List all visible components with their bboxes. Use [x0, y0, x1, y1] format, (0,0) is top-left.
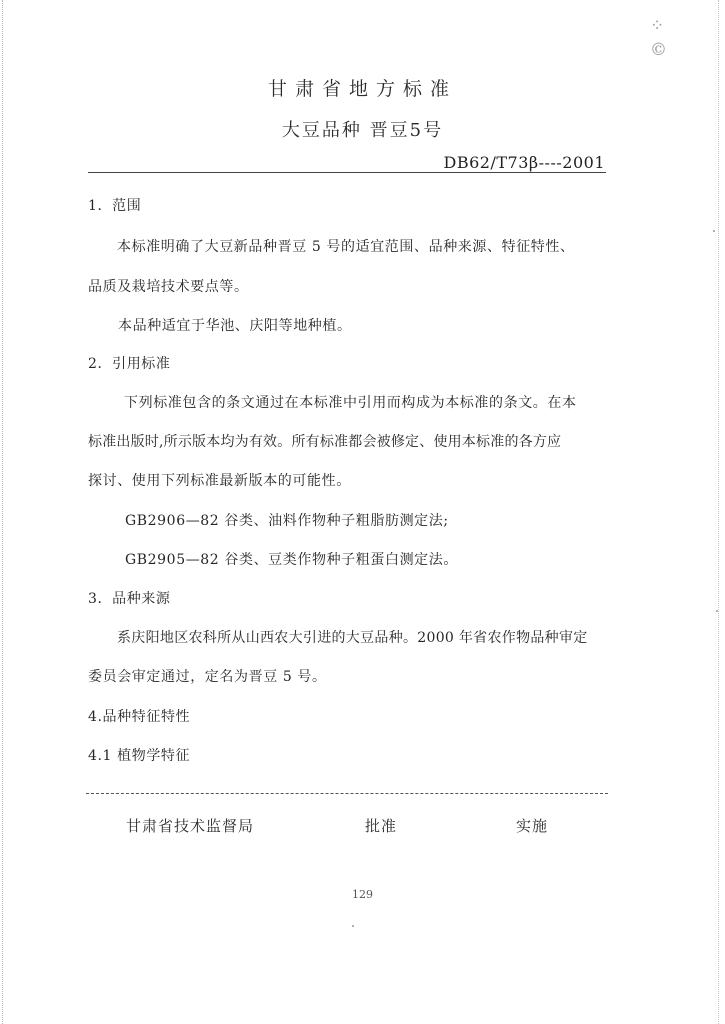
section-4-1-heading: 4.1 植物学特征: [88, 748, 191, 764]
scan-speck: [352, 925, 354, 927]
section-1-paragraph-line-2: 品质及栽培技术要点等。: [88, 279, 249, 295]
reference-gb2905: GB2905—82 谷类、豆类作物种子粗蛋白测定法。: [125, 552, 458, 568]
page-number: 129: [352, 888, 373, 901]
reference-gb2906: GB2906—82 谷类、油料作物种子粗脂肪测定法;: [125, 513, 449, 529]
section-1-paragraph-2: 本品种适宜于华池、庆阳等地种植。: [118, 318, 352, 334]
corner-mark: ⁘©: [650, 16, 665, 60]
section-3-paragraph-line-1: 系庆阳地区农科所从山西农大引进的大豆品种。2000 年省农作物品种审定: [117, 630, 588, 646]
section-2-paragraph-line-2: 标准出版时,所示版本均为有效。所有标准都会被修定、使用本标准的各方应: [88, 434, 562, 450]
section-2-paragraph-line-3: 探讨、使用下列标准最新版本的可能性。: [88, 473, 351, 489]
section-4-heading: 4.品种特征特性: [88, 709, 191, 725]
footer-rule: [86, 793, 608, 794]
standard-title: 甘肃省地方标准: [267, 78, 457, 100]
section-1-heading: 1．范围: [88, 198, 142, 214]
approve-label: 批准: [365, 817, 398, 835]
standard-subtitle: 大豆品种 晋豆5号: [281, 120, 444, 141]
section-2-paragraph-line-1: 下列标准包含的条文通过在本标准中引用而构成为本标准的条文。在本: [124, 395, 577, 411]
header-rule: [88, 172, 606, 173]
scan-edge-right: [715, 0, 719, 1024]
scan-speck: [713, 230, 715, 232]
scan-speck: [716, 610, 718, 612]
standard-code: DB62/T73β----2001: [443, 153, 605, 172]
section-3-paragraph-line-2: 委员会审定通过，定名为晋豆 5 号。: [88, 669, 327, 685]
issuer-label: 甘肃省技术监督局: [126, 817, 255, 835]
section-2-heading: 2．引用标准: [88, 356, 171, 372]
implement-label: 实施: [516, 817, 549, 835]
section-3-heading: 3．品种来源: [88, 591, 171, 607]
section-1-paragraph-line-1: 本标准明确了大豆新品种晋豆 5 号的适宜范围、品种来源、特征特性、: [117, 239, 575, 255]
scan-edge-left: [2, 0, 6, 1024]
